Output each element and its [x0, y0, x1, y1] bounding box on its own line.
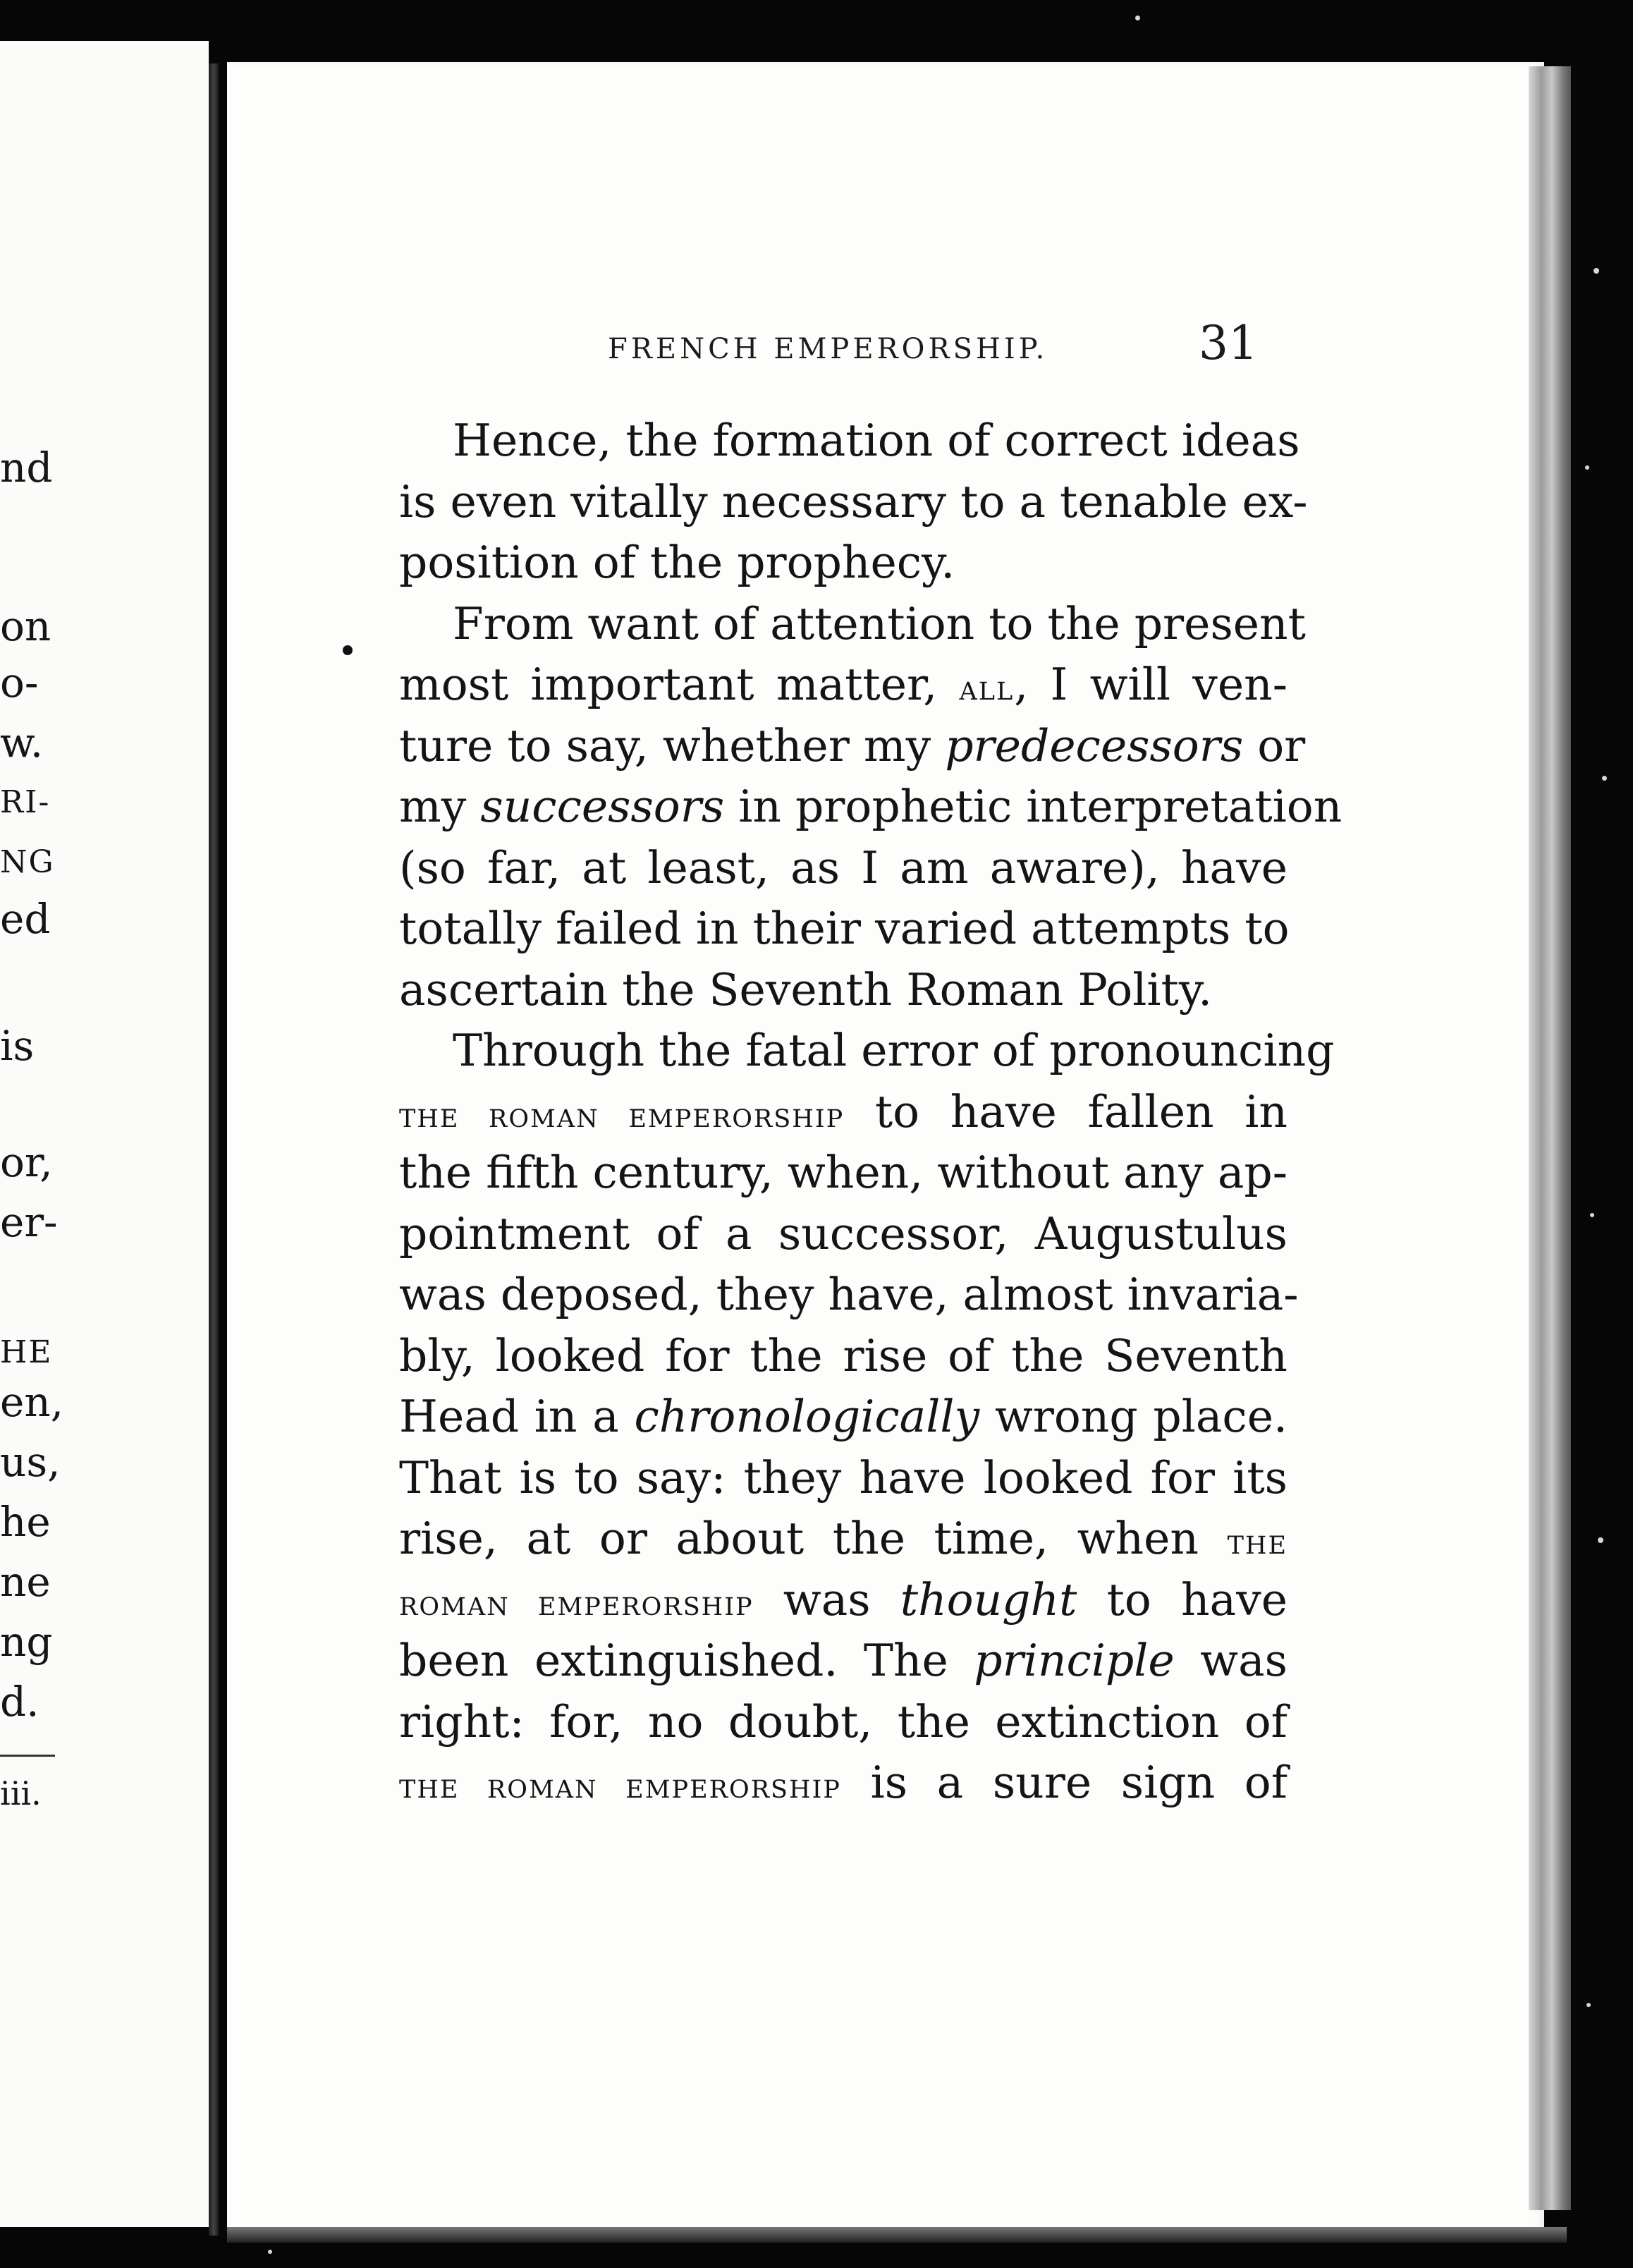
- dust-speck: [1598, 1537, 1603, 1543]
- left-page-fragment: [0, 41, 209, 2227]
- text-line: (so far, at least, as I am aware), have: [399, 841, 1288, 894]
- text-line: From want of attention to the present: [453, 597, 1306, 650]
- dust-speck: [1586, 2003, 1591, 2007]
- left-fragment: NG: [0, 844, 55, 880]
- paragraph: [399, 594, 1343, 1021]
- text-line: [399, 776, 1343, 838]
- left-fragment: us,: [0, 1438, 61, 1486]
- small-caps-phrase: the roman emperorship: [399, 1765, 841, 1806]
- text-line: [399, 1508, 1288, 1570]
- text-line: [399, 1570, 1288, 1631]
- left-fragment: w.: [0, 719, 44, 767]
- text-line: [399, 654, 1288, 716]
- text-run: wrong place.: [994, 1391, 1288, 1442]
- dust-speck: [1594, 268, 1599, 274]
- paragraph: [399, 1020, 1335, 1814]
- footnote-rule: [0, 1755, 55, 1757]
- text-line: ascertain the Seventh Roman Polity.: [399, 963, 1213, 1016]
- text-run: in prophetic interpretation: [738, 781, 1343, 832]
- text-run: was: [783, 1573, 871, 1626]
- small-caps-phrase: the roman emperorship: [399, 1094, 845, 1135]
- text-line: [399, 1752, 1288, 1814]
- left-fragment: is: [0, 1022, 35, 1070]
- text-line: bly, looked for the rise of the Seventh: [399, 1329, 1288, 1382]
- text-line: [399, 1082, 1288, 1143]
- running-head: FRENCH EMPERORSHIP.: [608, 333, 1048, 365]
- small-caps-word: all: [959, 667, 1015, 708]
- dust-speck: [1602, 776, 1607, 781]
- page-edge-bottom: [227, 2227, 1567, 2243]
- dust-speck: [1135, 16, 1140, 20]
- text-line: Through the fatal error of pronouncing: [453, 1025, 1335, 1076]
- page-edge: [1529, 66, 1571, 2210]
- text-run: most important matter,: [399, 659, 938, 710]
- book-gutter: [209, 63, 219, 2236]
- text-run: to have: [1106, 1573, 1288, 1626]
- left-fragment: nd: [0, 444, 53, 492]
- italic-word: chronologically: [634, 1391, 980, 1442]
- left-fragment: d.: [0, 1678, 39, 1726]
- left-fragment: iii.: [0, 1774, 42, 1812]
- small-caps-word: the: [1227, 1521, 1288, 1562]
- text-run: ture to say, whether my: [399, 719, 931, 772]
- text-line: [399, 716, 1306, 777]
- text-run: my: [399, 781, 467, 832]
- dust-speck: [1585, 465, 1589, 470]
- dust-speck: [1590, 1213, 1594, 1217]
- text-run: to have fallen in: [874, 1085, 1288, 1138]
- body-text: [399, 410, 1343, 1814]
- text-line: was deposed, they have, almost invaria-: [399, 1269, 1299, 1320]
- left-fragment: er-: [0, 1198, 58, 1246]
- text-run: rise, at or about the time, when: [399, 1513, 1199, 1564]
- text-run: or: [1257, 719, 1306, 772]
- text-line: [399, 1386, 1288, 1448]
- italic-word: thought: [900, 1573, 1077, 1626]
- text-run: , I will ven-: [1014, 659, 1288, 710]
- text-run: Head in a: [399, 1391, 619, 1442]
- text-line: totally failed in their varied attempts to: [399, 903, 1290, 954]
- italic-word: successors: [480, 781, 725, 832]
- left-fragment: HE: [0, 1334, 53, 1370]
- text-run: been extinguished. The: [399, 1635, 948, 1686]
- small-caps-phrase: roman emperorship: [399, 1582, 754, 1623]
- left-fragment: RI-: [0, 784, 51, 820]
- text-run: is a sure sign of: [870, 1757, 1288, 1808]
- text-line: That is to say: they have looked for its: [399, 1451, 1288, 1504]
- italic-word: predecessors: [945, 719, 1244, 772]
- left-fragment: or,: [0, 1138, 53, 1186]
- margin-mark: [343, 645, 353, 655]
- paragraph: [399, 410, 1308, 594]
- page-number: 31: [1199, 316, 1258, 370]
- left-fragment: en,: [0, 1378, 64, 1426]
- text-line: pointment of a successor, Augustulus: [399, 1207, 1288, 1260]
- text-line: Hence, the formation of correct ideas: [453, 415, 1300, 466]
- text-line: [399, 1630, 1288, 1692]
- left-fragment: he: [0, 1498, 51, 1546]
- left-fragment: on: [0, 602, 51, 650]
- text-line: the fifth century, when, without any ap-: [399, 1147, 1288, 1198]
- left-fragment: ed: [0, 895, 51, 943]
- left-fragment: ne: [0, 1558, 51, 1606]
- text-line: right: for, no doubt, the extinction of: [399, 1695, 1288, 1748]
- left-fragment: o-: [0, 659, 39, 707]
- italic-word: principle: [974, 1635, 1175, 1686]
- text-line: is even vitally necessary to a tenable ex-: [399, 475, 1308, 528]
- dust-speck: [268, 2250, 272, 2254]
- left-fragment: ng: [0, 1618, 53, 1666]
- text-run: was: [1200, 1635, 1288, 1686]
- text-line: position of the prophecy.: [399, 537, 955, 588]
